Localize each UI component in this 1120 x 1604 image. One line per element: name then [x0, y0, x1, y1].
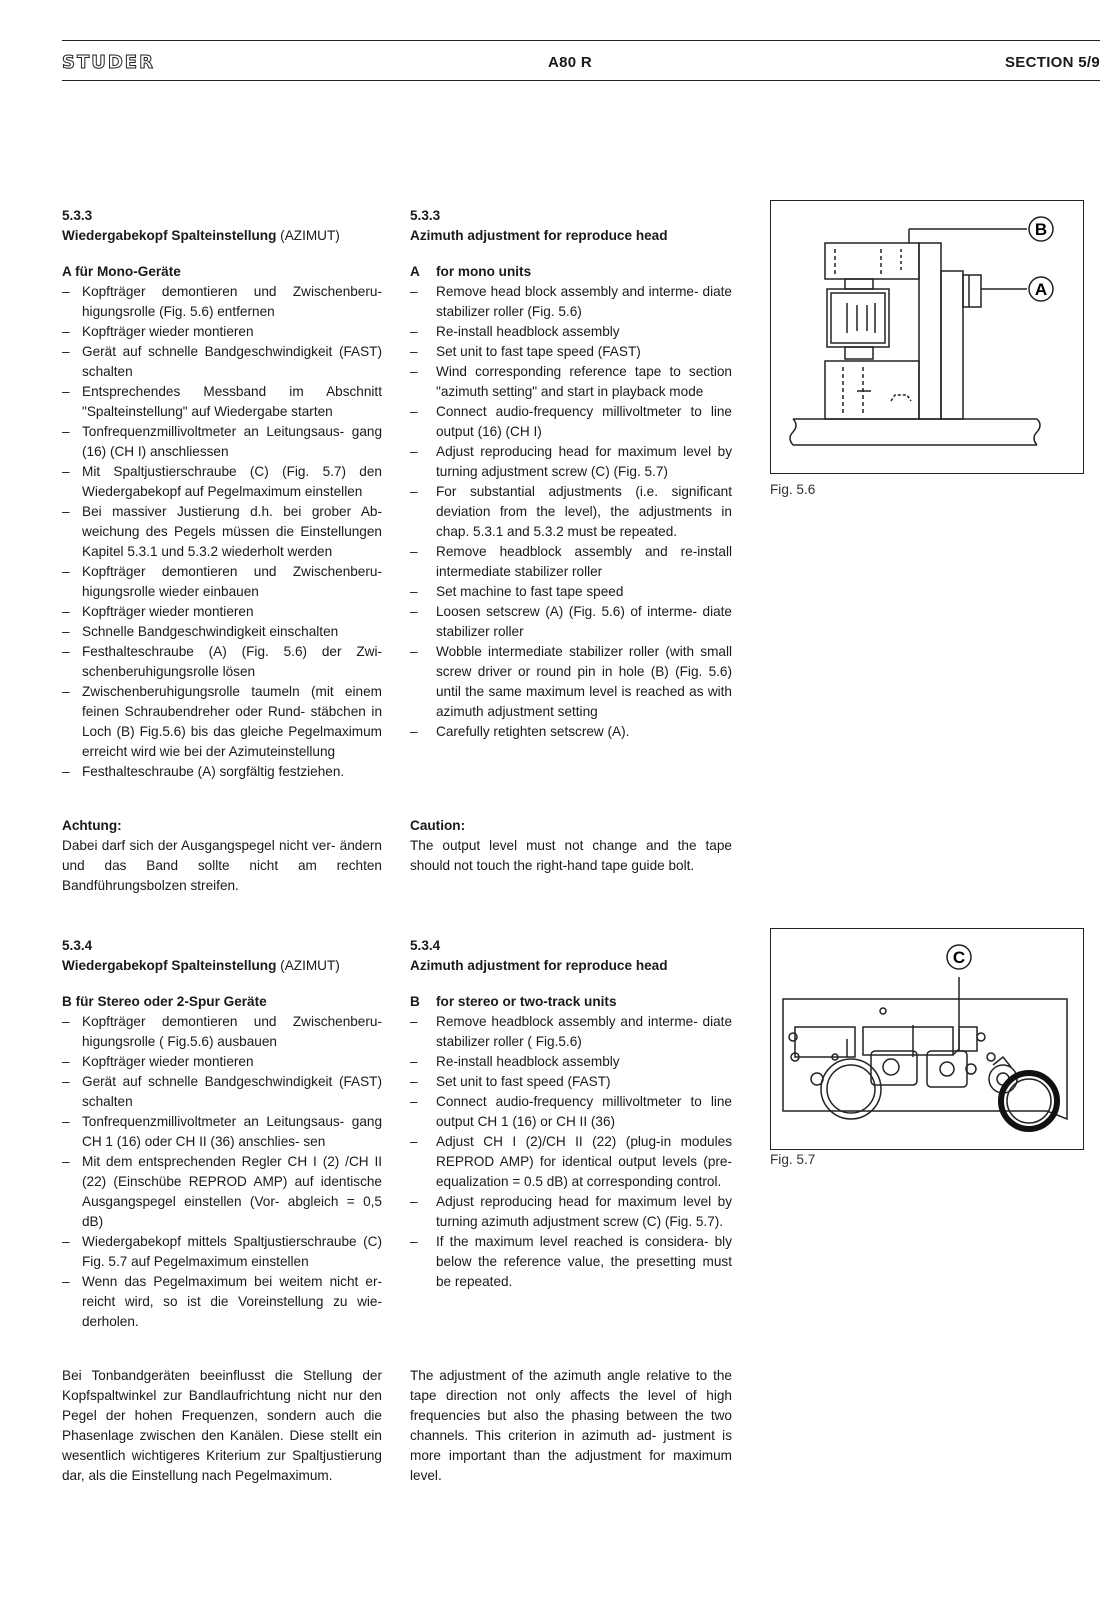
step: – Festhalteschraube (A) sorgfältig festziehen.	[62, 762, 382, 782]
step: – Zwischenberuhigungsrolle taumeln (mit einem feinen Schraubendreher oder Rund- stäbchen in Loch (B) Fig.5.6) bis das gleiche Pegelmaximum erreicht wird wie bei der Azimuteinstellung	[62, 682, 382, 762]
step: – Tonfrequenzmillivoltmeter an Leitungsaus- gang (16) (CH I) anschliessen	[62, 422, 382, 462]
callout-b: B	[1034, 220, 1048, 239]
subsection-letter: A	[410, 264, 420, 279]
step: – Remove head block assembly and interme- diate stabilizer roller (Fig. 5.6)	[410, 282, 732, 322]
step: – Schnelle Bandgeschwindigkeit einschalten	[62, 622, 382, 642]
callout-c: C	[952, 948, 966, 967]
title-normal: (AZIMUT)	[280, 958, 340, 973]
section-534-english	[410, 936, 732, 1292]
caution-german	[62, 816, 382, 896]
step: – Gerät auf schnelle Bandgeschwindigkeit (FAST) schalten	[62, 1072, 382, 1112]
studer-logo: STUDER	[62, 52, 155, 73]
caution-english	[410, 816, 732, 876]
step: – Wind corresponding reference tape to section "azimuth setting" and start in playback mode	[410, 362, 732, 402]
section-title	[62, 956, 382, 976]
section-533-english	[410, 206, 732, 742]
step: – Wenn das Pegelmaximum bei weitem nicht er- reicht wird, so ist die Voreinstellung zu wie- derholen.	[62, 1272, 382, 1332]
top-rule	[62, 40, 1100, 41]
subsection-text: for mono units	[436, 264, 532, 279]
step: – Festhalteschraube (A) (Fig. 5.6) der Zwi- schenberuhigungsrolle lösen	[62, 642, 382, 682]
subsection-title: A für Mono-Geräte	[62, 264, 181, 279]
section-533-german	[62, 206, 382, 782]
step: – Connect audio-frequency millivoltmeter to line output CH 1 (16) or CH II (36)	[410, 1092, 732, 1132]
step: – Re-install headblock assembly	[410, 322, 732, 342]
step: – Remove headblock assembly and re-install intermediate stabilizer roller	[410, 542, 732, 582]
step-list	[62, 282, 382, 782]
step: – Entsprechendes Messband im Abschnitt "Spalteinstellung" auf Wiedergabe starten	[62, 382, 382, 422]
section-title: Azimuth adjustment for reproduce head	[410, 958, 668, 973]
step: – Remove headblock assembly and interme- diate stabilizer roller ( Fig.5.6)	[410, 1012, 732, 1052]
caution-title: Caution:	[410, 818, 466, 833]
figure-5-7-caption: Fig. 5.7	[770, 1152, 816, 1167]
callout-a: A	[1034, 280, 1048, 299]
subsection-title	[410, 992, 732, 1012]
step: – Adjust reproducing head for maximum level by turning adjustment screw (C) (Fig. 5.7)	[410, 442, 732, 482]
figure-5-7	[770, 928, 1084, 1150]
section-number-label: 5.3.4	[62, 938, 93, 953]
caution-title: Achtung:	[62, 818, 122, 833]
subsection-text: for stereo or two-track units	[436, 994, 617, 1009]
step: – Adjust reproducing head for maximum level by turning azimuth adjustment screw (C) (Fig. 5.7).	[410, 1192, 732, 1232]
step-list	[62, 1012, 382, 1332]
step: – Wiedergabekopf mittels Spaltjustierschraube (C) Fig. 5.7 auf Pegelmaximum einstellen	[62, 1232, 382, 1272]
step: – Kopfträger wieder montieren	[62, 602, 382, 622]
step: – If the maximum level reached is considera- bly below the reference value, the presetting must be repeated.	[410, 1232, 732, 1292]
section-title	[62, 226, 382, 246]
azimuth-note-german: Bei Tonbandgeräten beeinflusst die Stellung der Kopfspaltwinkel zur Bandlaufrichtung nicht nur den Pegel der hohen Frequenzen, sondern auch die Phasenlage zwischen den Kanälen. Diese stellt ein wesentlich wichtigeres Kriterium zur Spaltjustierung dar, als die Einstellung nach Pegelmaximum.	[62, 1368, 382, 1483]
caution-text: The output level must not change and the tape should not touch the right-hand tape guide bolt.	[410, 838, 732, 873]
header-rule	[62, 80, 1100, 81]
figure-5-6	[770, 200, 1084, 474]
title-bold: Wiedergabekopf Spalteinstellung	[62, 958, 277, 973]
section-number-label: 5.3.4	[410, 938, 441, 953]
step-list	[410, 1012, 732, 1292]
step: – Adjust CH I (2)/CH II (22) (plug-in modules REPROD AMP) for identical output levels (pre-equalization = 0.5 dB) at corresponding control.	[410, 1132, 732, 1192]
step: – Bei massiver Justierung d.h. bei grober Ab- weichung des Pegels müssen die Einstellungen Kapitel 5.3.1 und 5.3.2 wiederholt werden	[62, 502, 382, 562]
step: – Connect audio-frequency millivoltmeter to line output (16) (CH I)	[410, 402, 732, 442]
title-normal: (AZIMUT)	[280, 228, 340, 243]
step: – Tonfrequenzmillivoltmeter an Leitungsaus- gang CH 1 (16) oder CH II (36) anschlies- sen	[62, 1112, 382, 1152]
step: – Set unit to fast speed (FAST)	[410, 1072, 732, 1092]
step: – Mit dem entsprechenden Regler CH I (2) /CH II (22) (Einschübe REPROD AMP) auf identische Ausgangspegel einstellen (Vor- abgleich = 0,5 dB)	[62, 1152, 382, 1232]
step: – For substantial adjustments (i.e. significant deviation from the level), the adjustments in chap. 5.3.1 and 5.3.2 must be repeated.	[410, 482, 732, 542]
figure-5-6-caption: Fig. 5.6	[770, 482, 816, 497]
azimuth-note-english: The adjustment of the azimuth angle relative to the tape direction not only affects the level of high frequencies but also the phasing between the two channels. This criterion in azimuth ad- justment is more important than the adjustment for maximum level.	[410, 1368, 732, 1483]
step: – Loosen setscrew (A) (Fig. 5.6) of interme- diate stabilizer roller	[410, 602, 732, 642]
step: – Re-install headblock assembly	[410, 1052, 732, 1072]
step: – Kopfträger wieder montieren	[62, 322, 382, 342]
section-number-label: 5.3.3	[62, 208, 93, 223]
step: – Kopfträger demontieren und Zwischenberu- higungsrolle ( Fig.5.6) ausbauen	[62, 1012, 382, 1052]
section-title: Azimuth adjustment for reproduce head	[410, 228, 668, 243]
head-assembly-drawing	[771, 929, 1083, 1149]
head-block-drawing	[771, 201, 1083, 473]
step: – Kopfträger demontieren und Zwischenberu- higungsrolle (Fig. 5.6) entfernen	[62, 282, 382, 322]
section-number-label: 5.3.3	[410, 208, 441, 223]
step: – Kopfträger demontieren und Zwischenberu- higungsrolle wieder einbauen	[62, 562, 382, 602]
step: – Kopfträger wieder montieren	[62, 1052, 382, 1072]
step: – Carefully retighten setscrew (A).	[410, 722, 732, 742]
section-number: SECTION 5/9	[1005, 54, 1100, 71]
step: – Set machine to fast tape speed	[410, 582, 732, 602]
subsection-title: B für Stereo oder 2-Spur Geräte	[62, 994, 267, 1009]
title-bold: Wiedergabekopf Spalteinstellung	[62, 228, 277, 243]
model-title: A80 R	[548, 54, 593, 71]
section-534-german	[62, 936, 382, 1332]
step: – Mit Spaltjustierschraube (C) (Fig. 5.7) den Wiedergabekopf auf Pegelmaximum einstellen	[62, 462, 382, 502]
subsection-title	[410, 262, 732, 282]
caution-text: Dabei darf sich der Ausgangspegel nicht ver- ändern und das Band sollte nicht am rechten Bandführungsbolzen streifen.	[62, 838, 382, 893]
subsection-letter: B	[410, 994, 420, 1009]
step: – Gerät auf schnelle Bandgeschwindigkeit (FAST) schalten	[62, 342, 382, 382]
step-list	[410, 282, 732, 742]
step: – Wobble intermediate stabilizer roller (with small screw driver or round pin in hole (B) (Fig. 5.6) until the same maximum level is reached as with azimuth adjustment setting	[410, 642, 732, 722]
step: – Set unit to fast tape speed (FAST)	[410, 342, 732, 362]
